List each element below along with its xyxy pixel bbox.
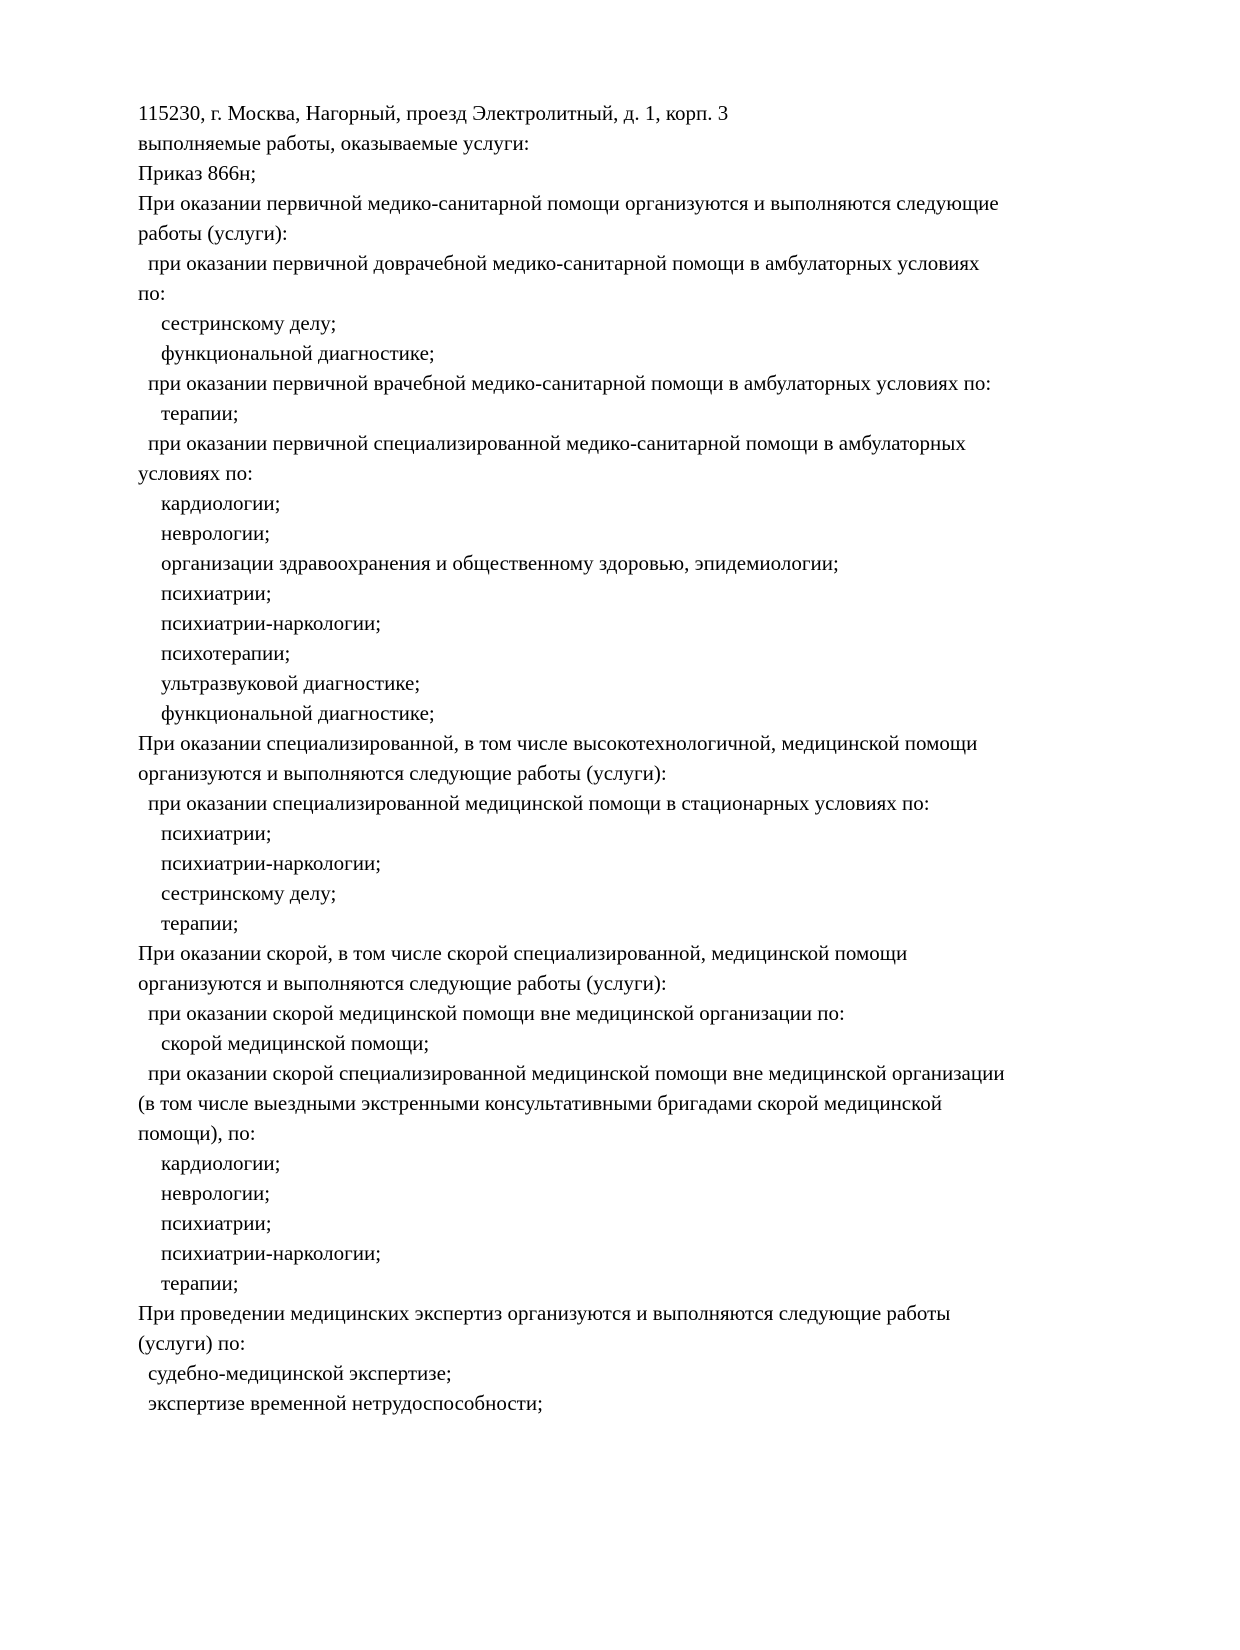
text-line: функциональной диагностике; [161, 341, 435, 365]
text-line: выполняемые работы, оказываемые услуги: [138, 131, 530, 155]
text-line: Приказ 866н; [138, 161, 257, 185]
text-line: (услуги) по: [138, 1331, 246, 1355]
text-line: психиатрии; [161, 821, 272, 845]
text-line: сестринскому делу; [161, 881, 337, 905]
text-line: При оказании скорой, в том числе скорой специализированной, медицинской помощи [138, 941, 908, 965]
text-line: условиях по: [138, 461, 253, 485]
text-line: кардиологии; [161, 491, 281, 515]
text-line: помощи), по: [138, 1121, 256, 1145]
text-line: при оказании первичной специализированной медико-санитарной помощи в амбулаторных [148, 431, 966, 455]
text-line: терапии; [161, 1271, 239, 1295]
text-line: ультразвуковой диагностике; [161, 671, 421, 695]
text-line: судебно-медицинской экспертизе; [148, 1361, 452, 1385]
text-line: при оказании первичной доврачебной медико-санитарной помощи в амбулаторных условиях [148, 251, 980, 275]
text-line: при оказании скорой специализированной медицинской помощи вне медицинской организации [148, 1061, 1005, 1085]
text-line: неврологии; [161, 1181, 271, 1205]
text-line: при оказании скорой медицинской помощи вне медицинской организации по: [148, 1001, 845, 1025]
text-line: психиатрии; [161, 1211, 272, 1235]
text-line: терапии; [161, 401, 239, 425]
text-line: 115230, г. Москва, Нагорный, проезд Электролитный, д. 1, корп. 3 [138, 101, 729, 125]
text-line: кардиологии; [161, 1151, 281, 1175]
text-line: сестринскому делу; [161, 311, 337, 335]
text-line: организуются и выполняются следующие работы (услуги): [138, 971, 667, 995]
text-line: (в том числе выездными экстренными консультативными бригадами скорой медицинской [138, 1091, 942, 1115]
text-line: психиатрии-наркологии; [161, 611, 382, 635]
text-line: организуются и выполняются следующие работы (услуги): [138, 761, 667, 785]
text-line: функциональной диагностике; [161, 701, 435, 725]
document-text-block [138, 98, 1148, 1418]
text-line: при оказании специализированной медицинской помощи в стационарных условиях по: [148, 791, 930, 815]
text-line: При оказании специализированной, в том числе высокотехнологичной, медицинской помощи [138, 731, 978, 755]
text-line: психиатрии-наркологии; [161, 851, 382, 875]
text-line: При проведении медицинских экспертиз организуются и выполняются следующие работы [138, 1301, 951, 1325]
text-line: по: [138, 281, 166, 305]
text-line: скорой медицинской помощи; [161, 1031, 430, 1055]
text-line: экспертизе временной нетрудоспособности; [148, 1391, 543, 1415]
text-line: терапии; [161, 911, 239, 935]
text-line: психиатрии-наркологии; [161, 1241, 382, 1265]
text-line: неврологии; [161, 521, 271, 545]
text-line: психотерапии; [161, 641, 291, 665]
text-line: При оказании первичной медико-санитарной помощи организуются и выполняются следующие [138, 191, 999, 215]
text-line: психиатрии; [161, 581, 272, 605]
text-line: при оказании первичной врачебной медико-санитарной помощи в амбулаторных условиях по: [148, 371, 992, 395]
text-line: организации здравоохранения и общественному здоровью, эпидемиологии; [161, 551, 839, 575]
text-line: работы (услуги): [138, 221, 288, 245]
